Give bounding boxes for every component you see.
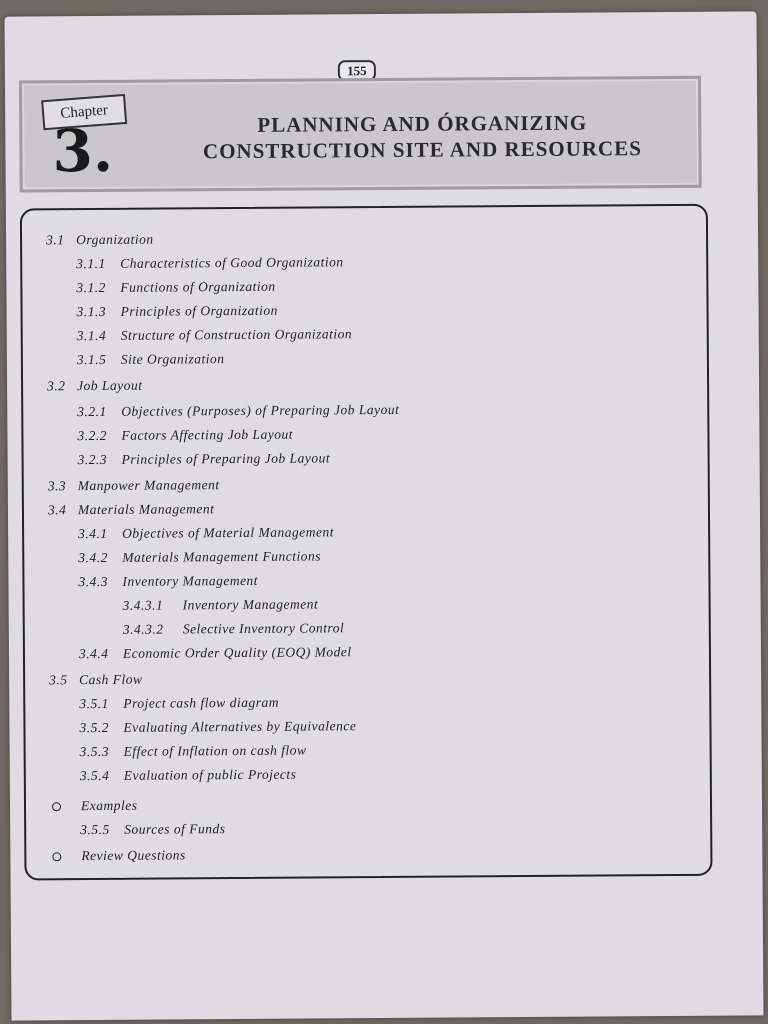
toc-item: 3.4.2 Materials Management Functions xyxy=(78,548,322,566)
toc-item: 3.1.3 Principles of Organization xyxy=(76,302,278,320)
toc-item: 3.4 Materials Management xyxy=(47,501,215,518)
toc-item: 3.1.4 Structure of Construction Organization xyxy=(76,326,353,344)
toc-item: 3.4.3 Inventory Management xyxy=(78,572,259,590)
toc-item: 3.5.3 Effect of Inflation on cash flow xyxy=(79,742,307,760)
chapter-title-line1: PLANNING AND ÓRGANIZING xyxy=(257,110,588,137)
toc-item: 3.1.5 Site Organization xyxy=(76,351,225,368)
chapter-number: 3. xyxy=(52,116,114,186)
table-of-contents xyxy=(20,204,713,881)
toc-item: 3.4.3.2 Selective Inventory Control xyxy=(122,620,345,637)
toc-item: 3.3 Manpower Management xyxy=(47,477,220,494)
toc-item: 3.1.1 Characteristics of Good Organization xyxy=(76,254,344,272)
toc-item: Examples xyxy=(52,798,138,815)
toc-item: 3.2.3 Principles of Preparing Job Layout xyxy=(77,450,331,468)
chapter-title xyxy=(152,109,692,165)
toc-item: 3.5.2 Evaluating Alternatives by Equivalence xyxy=(79,718,357,736)
document-page xyxy=(5,11,764,1020)
circle-bullet-icon xyxy=(52,803,61,812)
circle-bullet-icon xyxy=(52,853,61,862)
toc-item: 3.4.3.1 Inventory Management xyxy=(122,596,319,613)
toc-item: Review Questions xyxy=(52,847,185,864)
toc-item: 3.2.1 Objectives (Purposes) of Preparing Job Layout xyxy=(77,401,400,420)
toc-item: 3.1.2 Functions of Organization xyxy=(76,278,276,296)
toc-item: 3.4.4 Economic Order Quality (EOQ) Model xyxy=(78,644,352,662)
toc-item: 3.5.5 Sources of Funds xyxy=(80,821,226,838)
toc-item: 3.2 Job Layout xyxy=(47,377,143,394)
toc-item: 3.5 Cash Flow xyxy=(49,671,143,688)
chapter-label: Chapter xyxy=(41,94,127,130)
chapter-title-line2: CONSTRUCTION SITE AND RESOURCES xyxy=(202,136,642,164)
toc-item: 3.4.1 Objectives of Material Management xyxy=(78,524,334,542)
toc-item: 3.5.1 Project cash flow diagram xyxy=(79,694,279,712)
toc-item: 3.2.2 Factors Affecting Job Layout xyxy=(77,426,294,444)
page-number: 155 xyxy=(338,60,376,81)
chapter-header xyxy=(19,76,702,193)
toc-item: 3.5.4 Evaluation of public Projects xyxy=(79,766,297,784)
toc-item: 3.1 Organization xyxy=(46,231,154,248)
